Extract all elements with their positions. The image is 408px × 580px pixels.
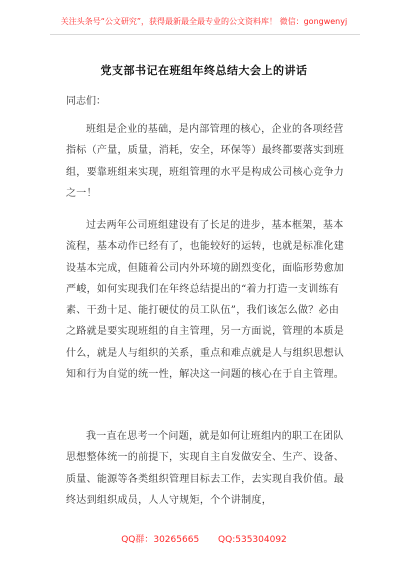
paragraph-text: 过去两年公司班组建设有了长足的进步，基本框架，基本流程，基本动作已经有了，也能较好的运转，也就是标准化建设基本完成，但随着公司内外环境的剧烈变化，面临形势愈加严峻，如何实现我们在年终总结提出的“着力打造一支训练有素、干劲十足、能打硬仗的员工队伍”，我们该怎么做？必由之路就是要实现班组的自主管理，另一方面说，管理的本质是什么，就是人与组织的关系，重点和难点就是人与组织思想认知和行为自觉的统一性，解决这一问题的核心在于自主管理。 — [66, 220, 345, 381]
paragraph-text: 我一直在思考一个问题，就是如何让班组内的职工在团队思想整体统一的前提下，实现自主自发做安全、生产、设备、质量、能源等各类组织管理目标去工作，去实现自我价值。最终达到组织成员，人人守规矩，个个讲制度， — [66, 431, 345, 506]
footer-contact — [0, 532, 408, 545]
document-title: 党支部书记在班组年终总结大会上的讲话 — [100, 64, 308, 77]
paragraph-3 — [66, 426, 348, 511]
paragraph-text: 班组是企业的基础，是内部管理的核心，企业的各项经营指标（产量，质量，消耗，安全，环保等）最终都要落实到班组，要靠班组来实现，班组管理的水平是构成公司核心竞争力之一！ — [66, 124, 345, 199]
header-divider — [50, 34, 360, 35]
paragraph-1 — [66, 119, 348, 204]
footer-qq: QQ:535304092 — [218, 535, 287, 545]
greeting: 同志们： — [66, 96, 106, 107]
header-banner: 关注头条号“公文研究”，获得最新最全最专业的公文资料库！ 微信：gongwenyj — [60, 17, 348, 26]
paragraph-2 — [66, 215, 348, 385]
footer-qq-group: QQ群：30265665 — [121, 535, 200, 545]
